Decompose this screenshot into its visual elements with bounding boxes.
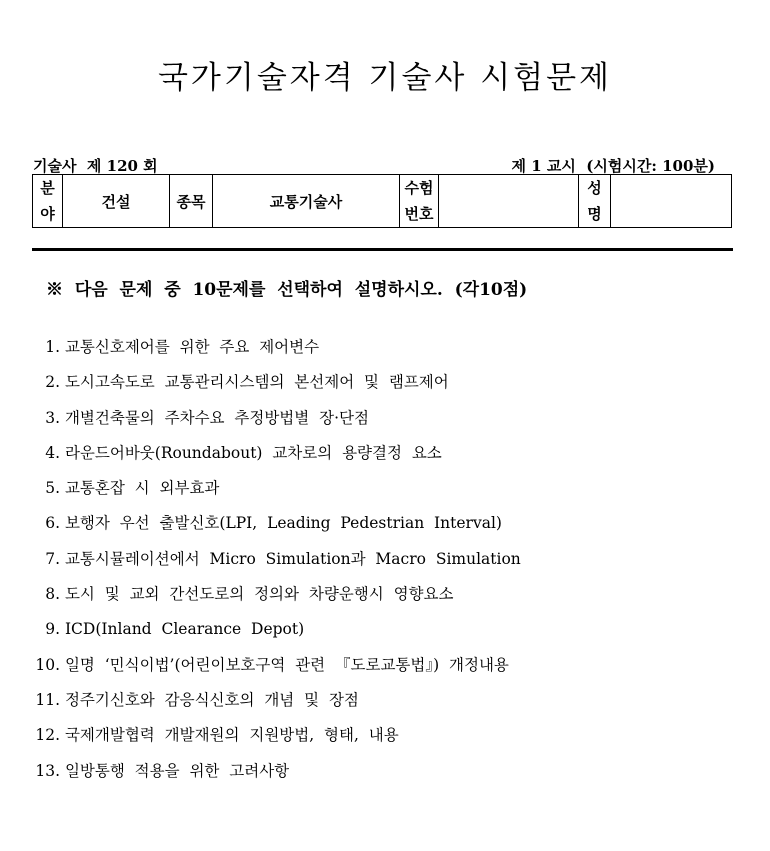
category-value: 교통기술사 <box>213 175 400 228</box>
question-item: 9. ICD(Inland Clearance Depot) <box>45 620 305 639</box>
instruction: ※ 다음 문제 중 10문제를 선택하여 설명하시오. (각10점) <box>46 280 528 300</box>
question-item: 13. 일방통행 적용을 위한 고려사항 <box>35 761 290 780</box>
question-item: 11. 정주기신호와 감응식신호의 개념 및 장점 <box>35 690 359 709</box>
exam-number-label: 수험 번호 <box>400 175 439 228</box>
question-item: 8. 도시 및 교외 간선도로의 정의와 차량운행시 영향요소 <box>45 585 454 604</box>
question-item: 1. 교통신호제어를 위한 주요 제어변수 <box>45 338 320 356</box>
page-title: 국가기술자격 기술사 시험문제 <box>157 60 612 96</box>
name-label: 성 명 <box>579 175 611 228</box>
question-item: 3. 개별건축물의 주차수요 추정방법별 장·단점 <box>45 408 369 427</box>
question-item: 2. 도시고속도로 교통관리시스템의 본선제어 및 램프제어 <box>45 373 449 392</box>
exam-session: 제 1 교시 (시험시간: 100분) <box>511 157 715 175</box>
question-list <box>33 336 521 795</box>
exam-round: 기술사 제 120 회 <box>33 157 158 175</box>
question-item: 4. 라운드어바웃(Roundabout) 교차로의 용량결정 요소 <box>45 443 442 462</box>
question-item: 5. 교통혼잡 시 외부효과 <box>45 479 220 498</box>
name-field[interactable] <box>611 175 732 228</box>
exam-number-field[interactable] <box>439 175 579 228</box>
divider <box>32 248 733 251</box>
question-item: 6. 보행자 우선 출발신호(LPI, Leading Pedestrian Interval) <box>45 514 502 533</box>
category-label: 종목 <box>170 175 213 228</box>
candidate-info-table <box>32 174 732 228</box>
question-item: 7. 교통시뮬레이션에서 Micro Simulation과 Macro Simulation <box>45 549 521 568</box>
field-label: 분 야 <box>33 175 63 228</box>
question-item: 12. 국제개발협력 개발재원의 지원방법, 형태, 내용 <box>35 726 399 745</box>
question-item: 10. 일명 ‘민식이법’(어린이보호구역 관련 『도로교통법』) 개정내용 <box>35 655 509 674</box>
field-value: 건설 <box>63 175 170 228</box>
